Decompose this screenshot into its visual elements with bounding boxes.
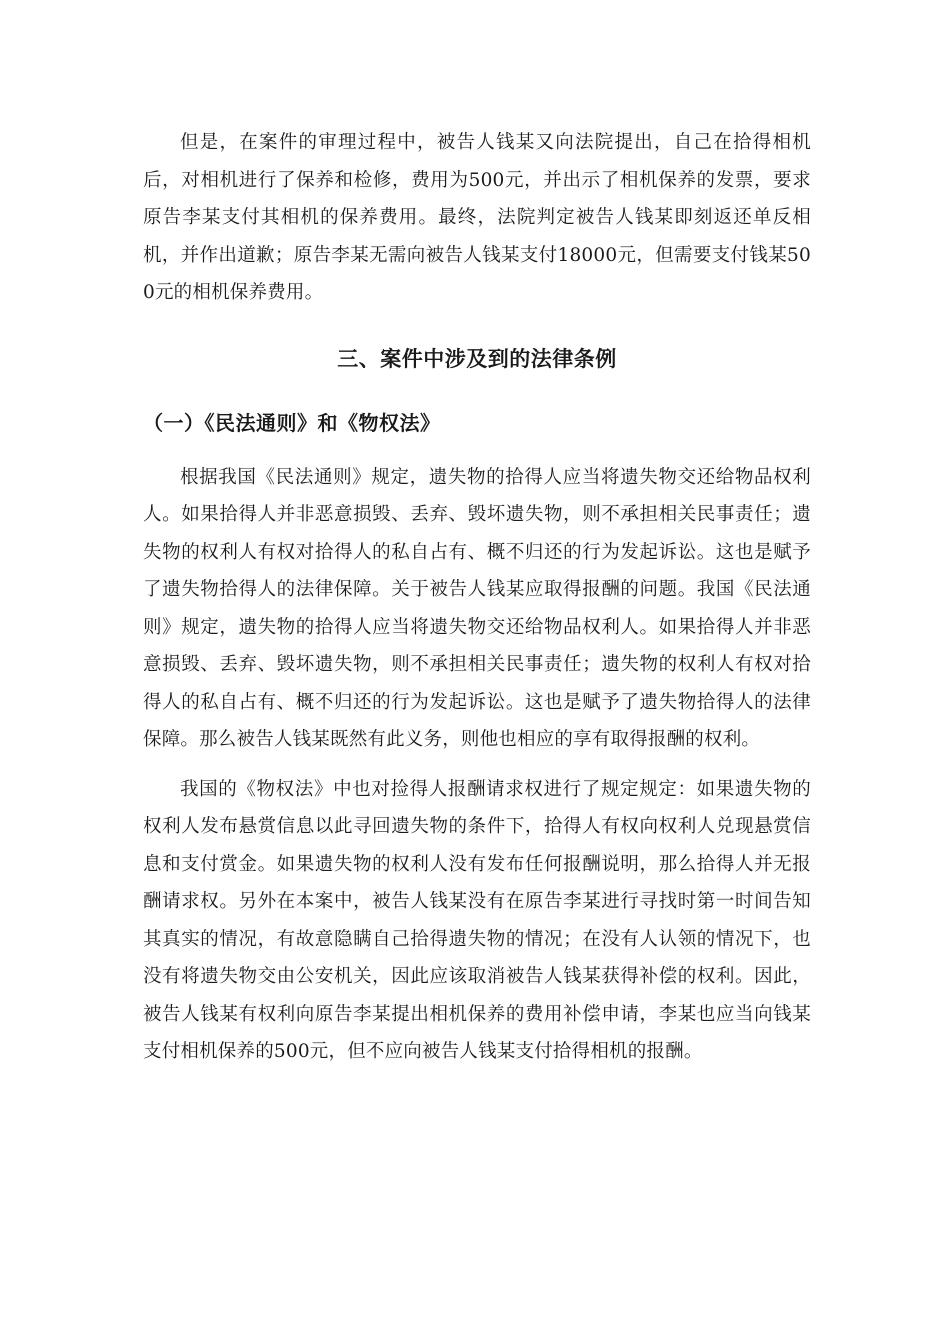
paragraph-intro: 但是，在案件的审理过程中，被告人钱某又向法院提出，自己在拾得相机后，对相机进行了保养和检修，费用为500元，并出示了相机保养的发票，要求原告李某支付其相机的保养费用。最终，法院判定被告人钱某即刻返还单反相机，并作出道歉；原告李某无需向被告人钱某支付18000元，但需要支付钱某500元的相机保养费用。: [143, 132, 811, 303]
subsection-heading: （一）《民法通则》和《物权法》: [143, 410, 441, 435]
section-heading: 三、案件中涉及到的法律条例: [337, 346, 617, 371]
paragraph-civil-law: 根据我国《民法通则》规定，遗失物的拾得人应当将遗失物交还给物品权利人。如果拾得人并非恶意损毁、丢弃、毁坏遗失物，则不承担相关民事责任；遗失物的权利人有权对拾得人的私自占有、概不归还的行为发起诉讼。这也是赋予了遗失物拾得人的法律保障。关于被告人钱某应取得报酬的问题。我国《民法通则》规定，遗失物的拾得人应当将遗失物交还给物品权利人。如果拾得人并非恶意损毁、丢弃、毁坏遗失物，则不承担相关民事责任；遗失物的权利人有权对拾得人的私自占有、概不归还的行为发起诉讼。这也是赋予了遗失物拾得人的法律保障。那么被告人钱某既然有此义务，则他也相应的享有取得报酬的权利。: [143, 466, 811, 750]
paragraph-property-law: 我国的《物权法》中也对捡得人报酬请求权进行了规定规定：如果遗失物的权利人发布悬赏信息以此寻回遗失物的条件下，拾得人有权向权利人兑现悬赏信息和支付赏金。如果遗失物的权利人没有发布任何报酬说明，那么拾得人并无报酬请求权。另外在本案中，被告人钱某没有在原告李某进行寻找时第一时间告知其真实的情况，有故意隐瞒自己拾得遗失物的情况；在没有人认领的情况下，也没有将遗失物交由公安机关，因此应该取消被告人钱某获得补偿的权利。因此，被告人钱某有权利向原告李某提出相机保养的费用补偿申请，李某也应当向钱某支付相机保养的500元，但不应向被告人钱某支付拾得相机的报酬。: [143, 778, 811, 1062]
document-page: [143, 124, 811, 1071]
